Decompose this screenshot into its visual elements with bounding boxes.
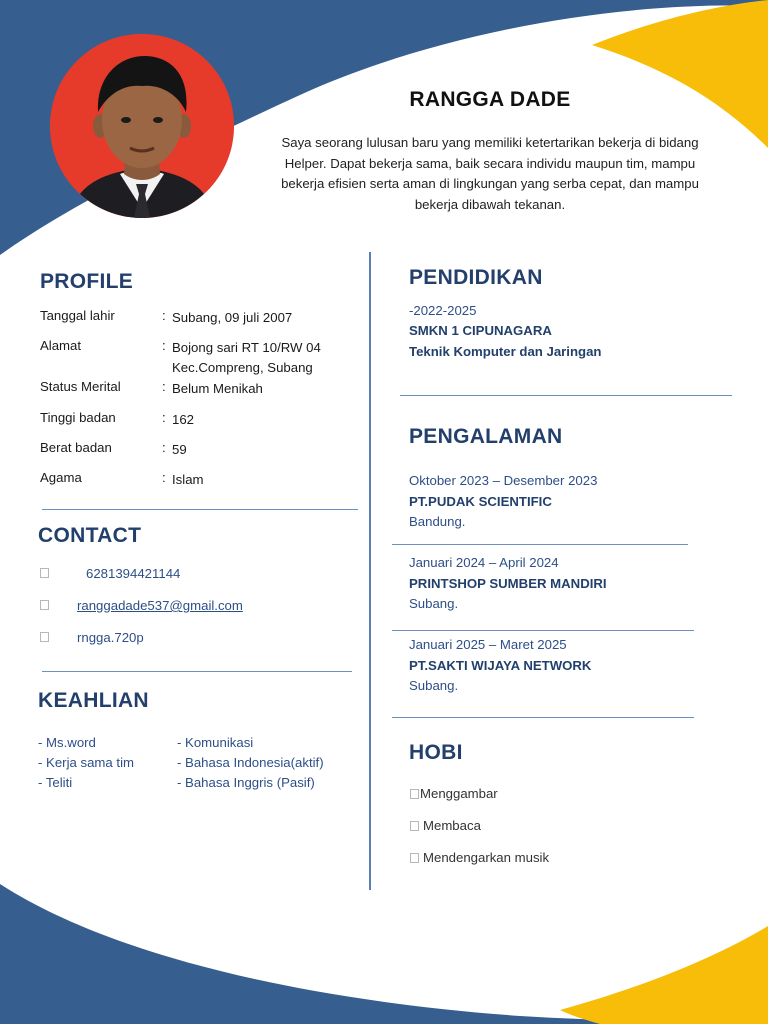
experience-city: Subang. [409,678,459,693]
skills-title: KEAHLIAN [38,689,149,712]
hobby-label: Menggambar [420,786,498,801]
experience-city: Bandung. [409,514,466,529]
person-portrait-icon [50,34,234,218]
hobby-label: Mendengarkan musik [423,850,550,865]
skill-item: - Bahasa Indonesia(aktif) [177,755,324,770]
education-school: SMKN 1 CIPUNAGARA [409,323,552,338]
hobby-item [410,786,498,801]
profile-divider [42,509,358,510]
skill-item: - Bahasa Inggris (Pasif) [177,775,315,790]
profile-colon: : [162,440,166,455]
bullet-icon [410,853,419,863]
profile-label: Agama [40,470,82,485]
profile-title: PROFILE [40,270,134,293]
education-title: PENDIDIKAN [409,266,543,289]
profile-value: 162 [172,412,195,427]
full-name: RANGGA DADE [409,88,571,111]
skill-item: - Komunikasi [177,735,254,750]
profile-colon: : [162,379,166,394]
contact-divider [42,671,352,672]
column-divider [369,252,371,890]
profile-colon: : [162,410,166,425]
education-divider [400,395,732,396]
profile-label: Alamat [40,338,82,353]
phone-number: 6281394421144 [86,566,181,581]
experience-period: Januari 2025 – Maret 2025 [409,637,567,652]
social-handle: rngga.720p [77,630,144,645]
skill-item: - Kerja sama tim [38,755,134,770]
experience-period: Oktober 2023 – Desember 2023 [409,473,598,488]
experience-title: PENGALAMAN [409,425,563,448]
profile-label: Tanggal lahir [40,308,115,323]
profile-value: 59 [172,442,187,457]
skill-item: - Ms.word [38,735,96,750]
profile-value: Islam [172,472,204,487]
profile-photo [50,34,234,218]
profile-colon: : [162,308,166,323]
phone-icon [40,568,49,578]
education-years: -2022-2025 [409,303,477,318]
bullet-icon [410,821,419,831]
profile-label: Berat badan [40,440,112,455]
experience-company: PT.PUDAK SCIENTIFIC [409,494,552,509]
education-major: Teknik Komputer dan Jaringan [409,344,602,359]
email-link[interactable]: ranggadade537@gmail.com [77,598,243,613]
profile-colon: : [162,338,166,353]
bottom-yellow-arc [560,926,768,1024]
profile-value: Subang, 09 juli 2007 [172,310,293,325]
profile-label: Tinggi badan [40,410,116,425]
experience-company: PRINTSHOP SUMBER MANDIRI [409,576,607,591]
experience-divider [392,544,688,545]
experience-divider [392,630,694,631]
profile-colon: : [162,470,166,485]
profile-label: Status Merital [40,379,121,394]
profile-value-line2: Kec.Compreng, Subang [172,360,313,375]
hobbies-title: HOBI [409,741,463,764]
profile-value: Bojong sari RT 10/RW 04 [172,340,321,355]
bullet-icon [410,789,419,799]
summary-text: Saya seorang lulusan baru yang memiliki ketertarikan bekerja di bidang Helper. Dapat bekerja sama, baik secara individu maupun tim, mampu bekerja efisien serta aman di lingkungan yang serba cepat, dan mampu bekerja dibawah tekanan. [281,135,699,212]
email-icon [40,600,49,610]
experience-city: Subang. [409,596,459,611]
experience-divider [392,717,694,718]
instagram-icon [40,632,49,642]
top-yellow-arc [592,0,768,148]
hobby-item [410,850,549,865]
skill-item: - Teliti [38,775,73,790]
hobby-item [410,818,481,833]
profile-value: Belum Menikah [172,381,263,396]
hobby-label: Membaca [423,818,481,833]
experience-company: PT.SAKTI WIJAYA NETWORK [409,658,592,673]
contact-title: CONTACT [38,524,142,547]
experience-period: Januari 2024 – April 2024 [409,555,559,570]
